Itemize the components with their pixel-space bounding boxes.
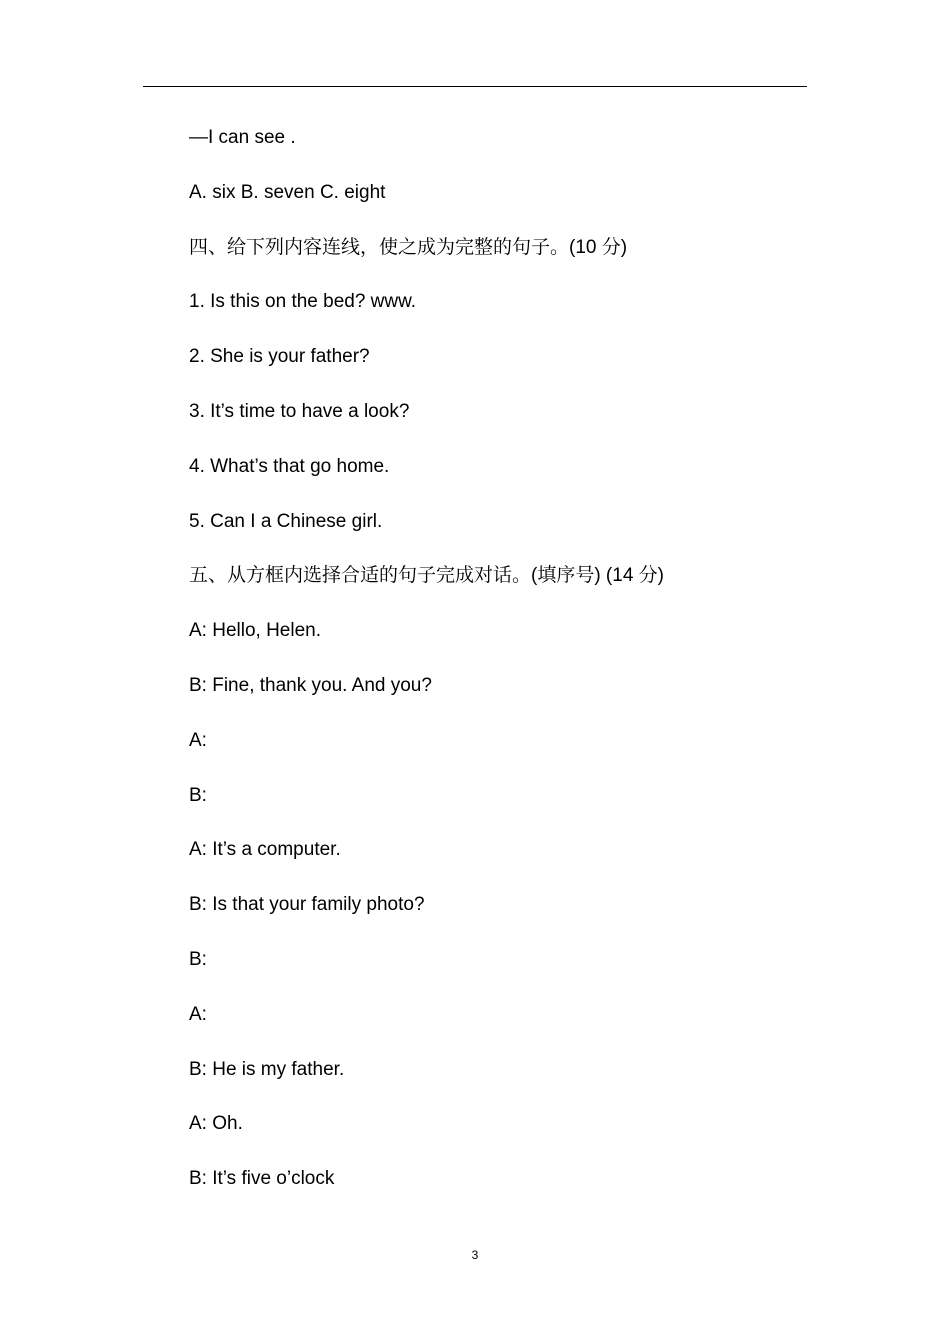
dialogue-line: A: It’s a computer. bbox=[189, 839, 341, 861]
section-heading-5: 五、从方框内选择合适的句子完成对话。(填序号) (14 分) bbox=[189, 565, 665, 587]
dialogue-line: A: bbox=[189, 1003, 207, 1025]
dialogue-line: A: Hello, Helen. bbox=[189, 620, 322, 642]
dialogue-line: B: Fine, thank you. And you? bbox=[189, 674, 432, 696]
header-rule bbox=[143, 86, 807, 87]
dialogue-line: B: bbox=[189, 784, 207, 806]
section-heading-4: 四、给下列内容连线，使之成为完整的句子。(10 分) bbox=[189, 236, 628, 258]
match-item-1: 1. Is this on the bed? www. bbox=[189, 291, 417, 313]
page-content bbox=[189, 124, 809, 1220]
match-item-2: 2. She is your father? bbox=[189, 346, 370, 368]
dialogue-line: B: It’s five o’clock bbox=[189, 1168, 335, 1190]
dialogue-line: B: Is that your family photo? bbox=[189, 894, 425, 916]
match-item-5: 5. Can I a Chinese girl. bbox=[189, 510, 383, 532]
text-line: —I can see . bbox=[189, 127, 296, 148]
match-item-4: 4. What’s that go home. bbox=[189, 455, 390, 477]
dialogue-line: B: bbox=[189, 948, 207, 970]
page-number: 3 bbox=[471, 1248, 479, 1262]
dialogue-line: B: He is my father. bbox=[189, 1058, 345, 1080]
dialogue-line: A: Oh. bbox=[189, 1113, 243, 1135]
dialogue-line: A: bbox=[189, 729, 207, 751]
match-item-3: 3. It’s time to have a look? bbox=[189, 400, 410, 422]
answer-options: A. six B. seven C. eight bbox=[189, 181, 386, 203]
